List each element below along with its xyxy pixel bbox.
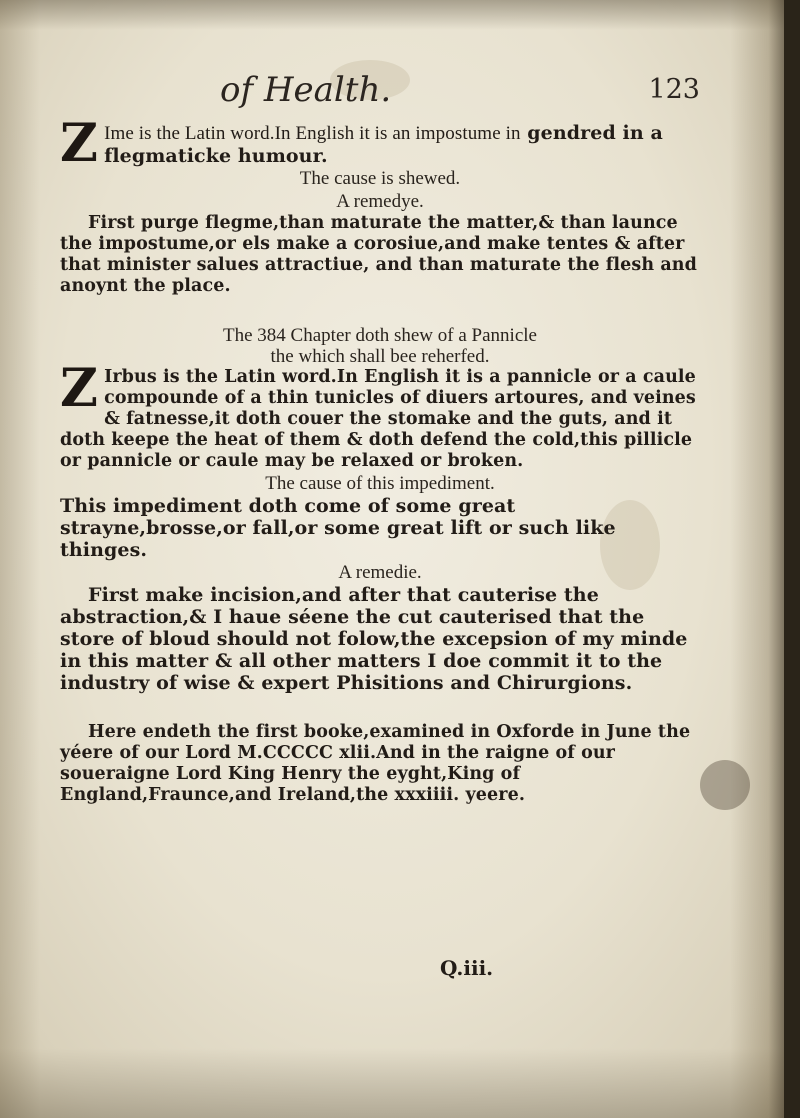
paper-stain bbox=[700, 760, 750, 810]
page-text bbox=[60, 113, 700, 806]
remedy-label: A remedie. bbox=[338, 562, 422, 583]
running-title: of Health. bbox=[220, 70, 392, 110]
remedy-text: First make incision,and after that cauterise the abstraction,& I haue séene the cut cauterised that the store of bloud should not folow,the excepsion of my minde in this matter & all other matters I doe commit it to the industry of wise & expert Phisitions and Chirurgions. bbox=[60, 584, 688, 694]
page-shadow-left bbox=[0, 0, 40, 1118]
page-shadow-top bbox=[0, 0, 800, 30]
cause-text: This impediment doth come of some great strayne,brosse,or fall,or some great lift or such like thinges. bbox=[60, 495, 616, 561]
page-binding-edge bbox=[730, 0, 800, 1118]
page-header bbox=[60, 70, 700, 120]
page-shadow-bottom bbox=[0, 1048, 800, 1118]
page-number: 123 bbox=[648, 74, 700, 105]
remedy-text: First purge flegme,than maturate the matter,& than launce the impostume,or els make a corosiue,and make tentes & after that minister salues attractiue, and than maturate the flesh and anoynt the place. bbox=[60, 213, 697, 296]
chapter-383 bbox=[60, 113, 700, 297]
colophon: Here endeth the first booke,examined in Oxforde in June the yéere of our Lord M.CCCCC xlii.And in the raigne of our soueraigne Lord King Henry the eyght,King of England,Fraunce,and Ireland,the xxxiiii. yeere. bbox=[60, 722, 691, 805]
cause-label: The cause of this impediment. bbox=[265, 473, 495, 494]
chapter-heading: The 384 Chapter doth shew of a Pannicle the which shall bee reherfed. bbox=[223, 325, 537, 367]
drop-cap: Z bbox=[60, 358, 99, 419]
catchword-signature: Q.iii. bbox=[440, 956, 494, 980]
drop-cap: Z bbox=[60, 113, 99, 174]
chapter-383-opening: Z Ime is the Latin word.In English it is an impostume in gendred in a flegmaticke humour. bbox=[60, 113, 663, 174]
cause-label: The cause is shewed. bbox=[299, 168, 461, 189]
chapter-384 bbox=[60, 325, 700, 806]
chapter-384-body: Z Irbus is the Latin word.In English it is a pannicle or a caule compounde of a thin tunicles of diuers artoures, and veines & fatnesse,it doth couer the stomake and the guts, and it doth keepe the heat of them & doth defend the cold,this pillicle or pannicle or caule may be relaxed or broken. bbox=[60, 358, 696, 471]
remedy-label: A remedye. bbox=[336, 191, 424, 212]
